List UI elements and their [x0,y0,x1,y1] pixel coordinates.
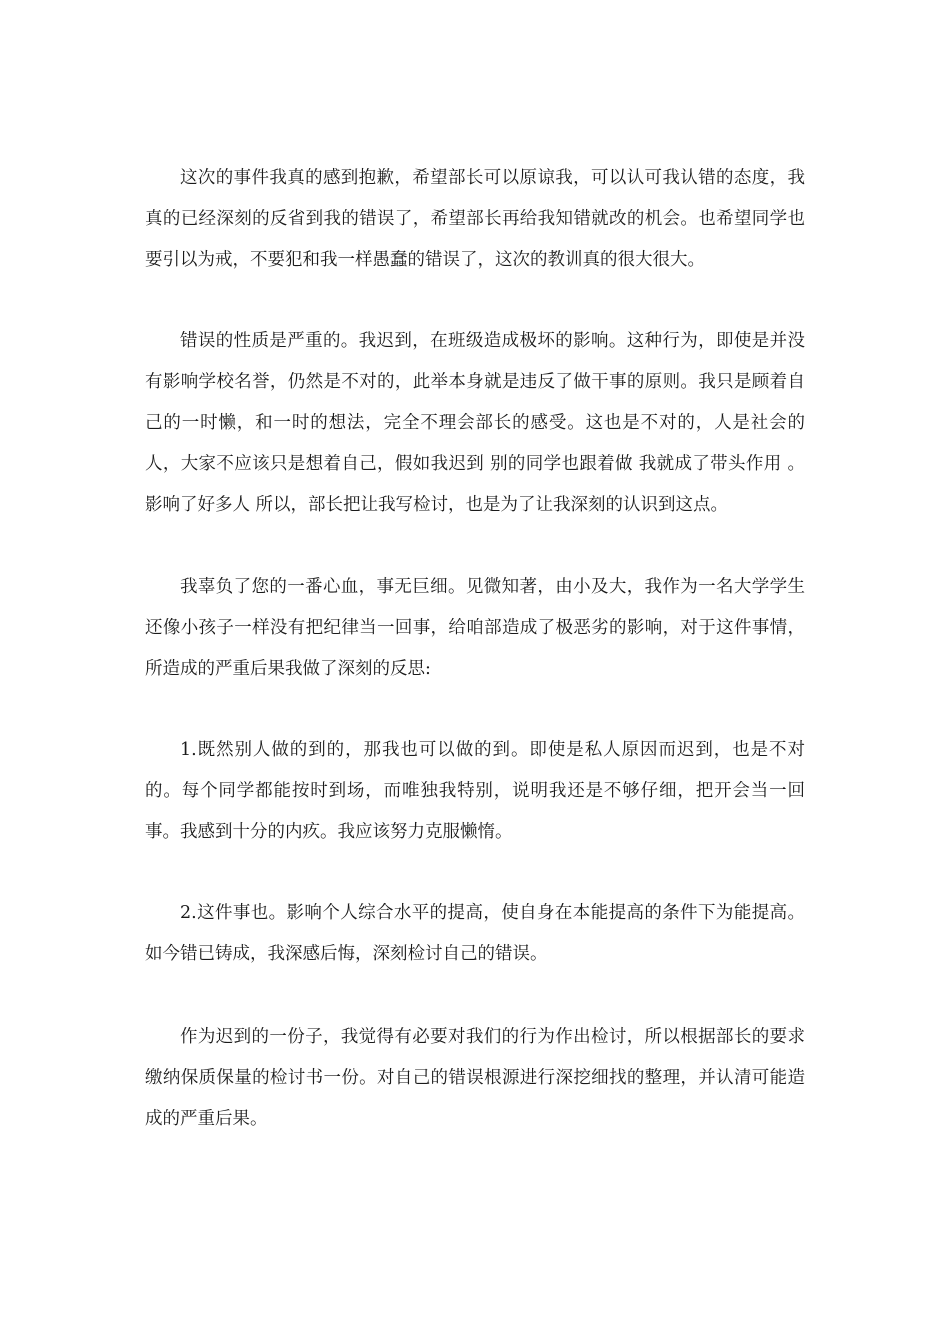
paragraph-point-2: 2.这件事也。影响个人综合水平的提高，使自身在本能提高的条件下为能提高。如今错已铸成，我深感后悔，深刻检讨自己的错误。 [145,903,805,964]
paragraph-conclusion: 作为迟到的一份子，我觉得有必要对我们的行为作出检讨，所以根据部长的要求缴纳保质保量的检讨书一份。对自己的错误根源进行深挖细找的整理，并认清可能造成的严重后果。 [145,1027,805,1129]
document-body [145,158,805,1180]
paragraph-nature-of-mistake: 错误的性质是严重的。我迟到，在班级造成极坏的影响。这种行为，即使是并没有影响学校名誉，仍然是不对的，此举本身就是违反了做干事的原则。我只是顾着自己的一时懒，和一时的想法，完全不理会部长的感受。这也是不对的，人是社会的人，大家不应该只是想着自己，假如我迟到 别的同学也跟着做 我就成了带头作用 。影响了好多人 所以，部长把让我写检讨，也是为了让我深刻的认识到这点。 [145,331,805,515]
paragraph-apology: 这次的事件我真的感到抱歉，希望部长可以原谅我，可以认可我认错的态度，我真的已经深刻的反省到我的错误了，希望部长再给我知错就改的机会。也希望同学也要引以为戒，不要犯和我一样愚蠢的错误了，这次的教训真的很大很大。 [145,168,805,270]
paragraph-reflection: 我辜负了您的一番心血，事无巨细。见微知著，由小及大，我作为一名大学学生还像小孩子一样没有把纪律当一回事，给咱部造成了极恶劣的影响，对于这件事情，所造成的严重后果我做了深刻的反思: [145,577,805,679]
paragraph-point-1: 1.既然别人做的到的，那我也可以做的到。即使是私人原因而迟到，也是不对的。每个同学都能按时到场，而唯独我特别，说明我还是不够仔细，把开会当一回事。我感到十分的内疚。我应该努力克服懒惰。 [145,740,805,842]
